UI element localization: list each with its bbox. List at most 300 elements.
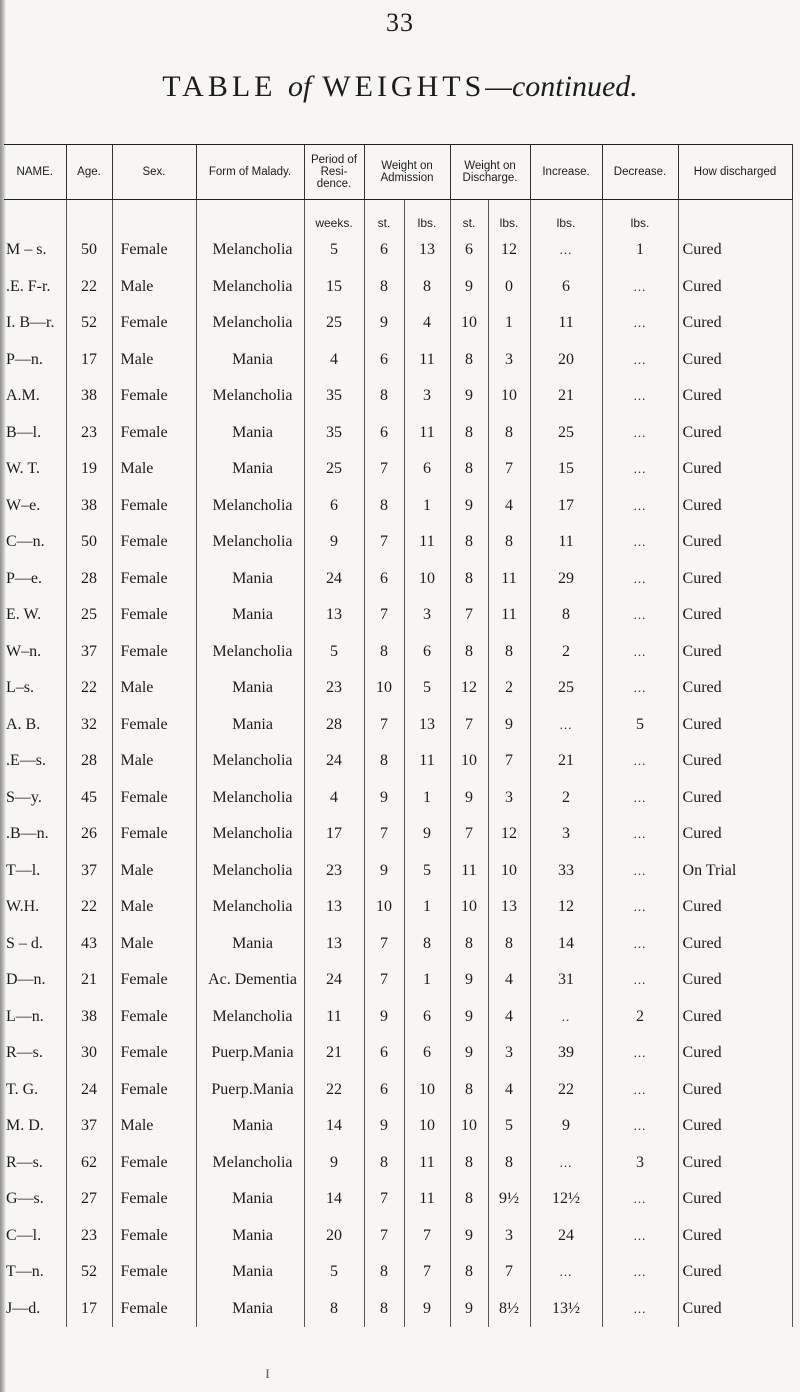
cell-adm-st: 7 xyxy=(364,451,404,488)
cell-period: 8 xyxy=(304,1291,364,1328)
cell-dis-lbs: 8 xyxy=(488,524,530,561)
cell-age: 43 xyxy=(66,926,112,963)
cell-adm-lbs: 1 xyxy=(404,962,450,999)
cell-sex: Female xyxy=(112,999,196,1036)
header-discharged: How discharged xyxy=(678,145,792,200)
cell-period: 9 xyxy=(304,1145,364,1182)
cell-increase: 25 xyxy=(530,670,602,707)
cell-adm-lbs: 11 xyxy=(404,524,450,561)
cell-dis-st: 9 xyxy=(450,1291,488,1328)
cell-dis-st: 8 xyxy=(450,1072,488,1109)
units-cell-empty xyxy=(4,200,66,233)
cell-age: 23 xyxy=(66,1218,112,1255)
cell-sex: Female xyxy=(112,1181,196,1218)
cell-name: B—l. xyxy=(6,423,42,441)
cell-adm-lbs: 6 xyxy=(404,1035,450,1072)
cell-name: .B—n. xyxy=(6,825,49,843)
cell-adm-lbs: 11 xyxy=(404,743,450,780)
cell-adm-st: 8 xyxy=(364,634,404,671)
table-row xyxy=(4,415,792,452)
cell-malady: Melancholia xyxy=(196,269,304,306)
cell-discharged: Cured xyxy=(678,707,792,744)
cell-decrease: ... xyxy=(602,561,678,598)
cell-age: 17 xyxy=(66,342,112,379)
cell-age: 21 xyxy=(66,962,112,999)
cell-period: 22 xyxy=(304,1072,364,1109)
cell-period: 20 xyxy=(304,1218,364,1255)
cell-sex: Female xyxy=(112,707,196,744)
table-row xyxy=(4,1035,792,1072)
header-malady: Form of Malady. xyxy=(196,145,304,200)
cell-dis-st: 8 xyxy=(450,1254,488,1291)
table-row xyxy=(4,743,792,780)
table-row xyxy=(4,926,792,963)
table-row xyxy=(4,561,792,598)
cell-decrease: ... xyxy=(602,451,678,488)
cell-discharged: Cured xyxy=(678,561,792,598)
cell-age: 17 xyxy=(66,1291,112,1328)
cell-name: T. G. xyxy=(6,1080,39,1098)
cell-age: 52 xyxy=(66,305,112,342)
cell-decrease: ... xyxy=(602,1181,678,1218)
cell-period: 15 xyxy=(304,269,364,306)
cell-adm-st: 7 xyxy=(364,1181,404,1218)
cell-adm-lbs: 6 xyxy=(404,634,450,671)
cell-dis-lbs: 8½ xyxy=(488,1291,530,1328)
cell-malady: Mania xyxy=(196,451,304,488)
cell-malady: Mania xyxy=(196,926,304,963)
cell-age: 19 xyxy=(66,451,112,488)
cell-dis-lbs: 12 xyxy=(488,816,530,853)
cell-discharged: Cured xyxy=(678,816,792,853)
cell-name: J—d. xyxy=(6,1299,41,1317)
cell-malady: Melancholia xyxy=(196,816,304,853)
units-decrease: lbs. xyxy=(602,200,678,233)
cell-dis-st: 8 xyxy=(450,524,488,561)
cell-dis-st: 8 xyxy=(450,561,488,598)
cell-discharged: Cured xyxy=(678,342,792,379)
cell-malady: Mania xyxy=(196,1108,304,1145)
cell-name: .E. F-r. xyxy=(6,277,51,295)
cell-dis-st: 9 xyxy=(450,1035,488,1072)
cell-adm-st: 8 xyxy=(364,488,404,525)
cell-discharged: Cured xyxy=(678,1254,792,1291)
cell-malady: Mania xyxy=(196,597,304,634)
cell-period: 35 xyxy=(304,378,364,415)
cell-dis-lbs: 8 xyxy=(488,926,530,963)
cell-decrease: ... xyxy=(602,816,678,853)
cell-dis-st: 9 xyxy=(450,488,488,525)
cell-period: 5 xyxy=(304,1254,364,1291)
cell-discharged: Cured xyxy=(678,1035,792,1072)
units-dis-lbs: lbs. xyxy=(488,200,530,233)
cell-adm-lbs: 11 xyxy=(404,342,450,379)
cell-age: 22 xyxy=(66,269,112,306)
table-row xyxy=(4,305,792,342)
cell-dis-lbs: 3 xyxy=(488,780,530,817)
header-row xyxy=(4,145,792,200)
cell-sex: Female xyxy=(112,780,196,817)
cell-period: 23 xyxy=(304,670,364,707)
cell-period: 23 xyxy=(304,853,364,890)
cell-age: 38 xyxy=(66,378,112,415)
table-row xyxy=(4,962,792,999)
cell-sex: Female xyxy=(112,378,196,415)
cell-period: 4 xyxy=(304,780,364,817)
cell-age: 28 xyxy=(66,743,112,780)
units-dis-st: st. xyxy=(450,200,488,233)
cell-period: 14 xyxy=(304,1108,364,1145)
cell-sex: Female xyxy=(112,415,196,452)
cell-malady: Melancholia xyxy=(196,232,304,269)
cell-dis-st: 9 xyxy=(450,780,488,817)
cell-name: R—s. xyxy=(6,1153,43,1171)
cell-period: 6 xyxy=(304,488,364,525)
table-row xyxy=(4,524,792,561)
cell-adm-st: 10 xyxy=(364,670,404,707)
cell-malady: Ac. Dementia xyxy=(196,962,304,999)
cell-decrease: ... xyxy=(602,1254,678,1291)
cell-increase: 21 xyxy=(530,743,602,780)
cell-adm-lbs: 10 xyxy=(404,561,450,598)
cell-adm-lbs: 10 xyxy=(404,1072,450,1109)
cell-age: 37 xyxy=(66,853,112,890)
cell-sex: Female xyxy=(112,1035,196,1072)
cell-name: W–e. xyxy=(6,496,41,514)
units-increase: lbs. xyxy=(530,200,602,233)
cell-decrease: ... xyxy=(602,1072,678,1109)
cell-decrease: ... xyxy=(602,524,678,561)
table-row xyxy=(4,451,792,488)
cell-period: 13 xyxy=(304,926,364,963)
cell-discharged: Cured xyxy=(678,634,792,671)
cell-period: 11 xyxy=(304,999,364,1036)
cell-sex: Male xyxy=(112,269,196,306)
cell-discharged: Cured xyxy=(678,1072,792,1109)
cell-sex: Male xyxy=(112,889,196,926)
cell-adm-lbs: 6 xyxy=(404,451,450,488)
cell-increase: 24 xyxy=(530,1218,602,1255)
cell-adm-lbs: 9 xyxy=(404,816,450,853)
cell-increase: 6 xyxy=(530,269,602,306)
cell-name: S—y. xyxy=(6,788,42,806)
cell-name: A.M. xyxy=(6,387,40,405)
cell-sex: Male xyxy=(112,451,196,488)
table-row xyxy=(4,597,792,634)
cell-age: 30 xyxy=(66,1035,112,1072)
cell-discharged: Cured xyxy=(678,597,792,634)
cell-sex: Female xyxy=(112,1254,196,1291)
cell-adm-st: 8 xyxy=(364,1254,404,1291)
cell-dis-st: 10 xyxy=(450,889,488,926)
cell-malady: Melancholia xyxy=(196,999,304,1036)
cell-adm-st: 7 xyxy=(364,926,404,963)
cell-adm-lbs: 3 xyxy=(404,378,450,415)
cell-dis-lbs: 11 xyxy=(488,597,530,634)
cell-dis-lbs: 4 xyxy=(488,1072,530,1109)
cell-age: 26 xyxy=(66,816,112,853)
cell-dis-st: 8 xyxy=(450,451,488,488)
cell-discharged: Cured xyxy=(678,378,792,415)
table-row xyxy=(4,1108,792,1145)
cell-dis-st: 9 xyxy=(450,962,488,999)
cell-increase: ... xyxy=(530,1145,602,1182)
header-sex: Sex. xyxy=(112,145,196,200)
cell-dis-st: 7 xyxy=(450,597,488,634)
cell-adm-lbs: 7 xyxy=(404,1254,450,1291)
cell-malady: Mania xyxy=(196,561,304,598)
cell-sex: Female xyxy=(112,1145,196,1182)
cell-dis-st: 7 xyxy=(450,816,488,853)
cell-discharged: Cured xyxy=(678,1145,792,1182)
cell-adm-lbs: 11 xyxy=(404,1181,450,1218)
cell-decrease: ... xyxy=(602,743,678,780)
cell-decrease: ... xyxy=(602,634,678,671)
cell-dis-lbs: 1 xyxy=(488,305,530,342)
cell-dis-lbs: 7 xyxy=(488,1254,530,1291)
cell-adm-st: 6 xyxy=(364,561,404,598)
cell-adm-st: 9 xyxy=(364,780,404,817)
cell-sex: Female xyxy=(112,561,196,598)
cell-discharged: Cured xyxy=(678,1108,792,1145)
cell-malady: Melancholia xyxy=(196,488,304,525)
cell-age: 32 xyxy=(66,707,112,744)
table-row xyxy=(4,1254,792,1291)
header-weight-admission: Weight on Admission xyxy=(364,145,450,200)
cell-decrease: ... xyxy=(602,1291,678,1328)
cell-name: W. T. xyxy=(6,460,40,478)
table-body xyxy=(4,200,792,1328)
cell-dis-st: 12 xyxy=(450,670,488,707)
cell-decrease: ... xyxy=(602,378,678,415)
cell-sex: Male xyxy=(112,670,196,707)
cell-adm-st: 8 xyxy=(364,743,404,780)
cell-adm-lbs: 7 xyxy=(404,1218,450,1255)
cell-adm-st: 7 xyxy=(364,1218,404,1255)
cell-adm-lbs: 5 xyxy=(404,853,450,890)
cell-dis-st: 9 xyxy=(450,269,488,306)
cell-discharged: Cured xyxy=(678,743,792,780)
cell-dis-st: 10 xyxy=(450,1108,488,1145)
cell-increase: 12½ xyxy=(530,1181,602,1218)
cell-decrease: ... xyxy=(602,1035,678,1072)
cell-decrease: 3 xyxy=(602,1145,678,1182)
cell-increase: 22 xyxy=(530,1072,602,1109)
cell-age: 27 xyxy=(66,1181,112,1218)
cell-name: C—n. xyxy=(6,533,45,551)
cell-period: 5 xyxy=(304,634,364,671)
title-subject: WEIGHTS xyxy=(322,70,486,103)
cell-increase: .. xyxy=(530,999,602,1036)
cell-decrease: 2 xyxy=(602,999,678,1036)
cell-dis-lbs: 8 xyxy=(488,634,530,671)
cell-name: M. D. xyxy=(6,1117,44,1135)
units-cell-empty xyxy=(678,200,792,233)
cell-age: 37 xyxy=(66,634,112,671)
cell-sex: Female xyxy=(112,232,196,269)
cell-dis-st: 8 xyxy=(450,1145,488,1182)
cell-malady: Mania xyxy=(196,415,304,452)
cell-sex: Female xyxy=(112,1218,196,1255)
cell-period: 24 xyxy=(304,743,364,780)
cell-discharged: Cured xyxy=(678,999,792,1036)
cell-dis-st: 6 xyxy=(450,232,488,269)
cell-name: .E—s. xyxy=(6,752,46,770)
cell-adm-st: 7 xyxy=(364,816,404,853)
cell-adm-lbs: 13 xyxy=(404,707,450,744)
table-row xyxy=(4,853,792,890)
cell-discharged: Cured xyxy=(678,524,792,561)
cell-period: 13 xyxy=(304,597,364,634)
cell-period: 14 xyxy=(304,1181,364,1218)
cell-sex: Male xyxy=(112,743,196,780)
cell-age: 25 xyxy=(66,597,112,634)
cell-decrease: ... xyxy=(602,1108,678,1145)
cell-increase: 12 xyxy=(530,889,602,926)
cell-sex: Male xyxy=(112,853,196,890)
cell-age: 50 xyxy=(66,232,112,269)
cell-dis-lbs: 9 xyxy=(488,707,530,744)
cell-discharged: Cured xyxy=(678,269,792,306)
cell-period: 25 xyxy=(304,305,364,342)
cell-discharged: Cured xyxy=(678,962,792,999)
table-row xyxy=(4,1145,792,1182)
cell-dis-lbs: 7 xyxy=(488,743,530,780)
table-row xyxy=(4,816,792,853)
cell-malady: Melancholia xyxy=(196,1145,304,1182)
cell-name: W.H. xyxy=(6,898,40,916)
cell-decrease: ... xyxy=(602,853,678,890)
cell-name: D—n. xyxy=(6,971,46,989)
cell-discharged: Cured xyxy=(678,1218,792,1255)
cell-adm-st: 8 xyxy=(364,1145,404,1182)
cell-adm-st: 9 xyxy=(364,999,404,1036)
cell-decrease: ... xyxy=(602,305,678,342)
cell-adm-st: 9 xyxy=(364,305,404,342)
cell-adm-st: 6 xyxy=(364,1035,404,1072)
table-row xyxy=(4,1181,792,1218)
cell-decrease: ... xyxy=(602,597,678,634)
cell-decrease: ... xyxy=(602,415,678,452)
cell-adm-st: 9 xyxy=(364,853,404,890)
cell-period: 17 xyxy=(304,816,364,853)
cell-adm-st: 8 xyxy=(364,1291,404,1328)
cell-decrease: ... xyxy=(602,342,678,379)
cell-dis-lbs: 10 xyxy=(488,378,530,415)
cell-decrease: 1 xyxy=(602,232,678,269)
cell-discharged: Cured xyxy=(678,1181,792,1218)
cell-malady: Melancholia xyxy=(196,378,304,415)
ink-mark: ɪ xyxy=(265,1362,271,1382)
table-row xyxy=(4,670,792,707)
cell-period: 5 xyxy=(304,232,364,269)
cell-adm-lbs: 3 xyxy=(404,597,450,634)
header-period: Period of Resi-dence. xyxy=(304,145,364,200)
cell-adm-st: 8 xyxy=(364,378,404,415)
cell-malady: Mania xyxy=(196,1291,304,1328)
cell-sex: Female xyxy=(112,962,196,999)
cell-name: E. W. xyxy=(6,606,42,624)
cell-discharged: Cured xyxy=(678,889,792,926)
cell-dis-st: 8 xyxy=(450,342,488,379)
units-cell-empty xyxy=(196,200,304,233)
units-cell-empty xyxy=(66,200,112,233)
table-row xyxy=(4,269,792,306)
cell-malady: Mania xyxy=(196,1218,304,1255)
cell-dis-st: 8 xyxy=(450,415,488,452)
cell-dis-lbs: 11 xyxy=(488,561,530,598)
cell-dis-st: 11 xyxy=(450,853,488,890)
cell-increase: 11 xyxy=(530,305,602,342)
cell-age: 38 xyxy=(66,488,112,525)
table-row xyxy=(4,378,792,415)
cell-adm-lbs: 13 xyxy=(404,232,450,269)
cell-name: A. B. xyxy=(6,715,41,733)
cell-malady: Mania xyxy=(196,707,304,744)
cell-sex: Male xyxy=(112,342,196,379)
cell-malady: Melancholia xyxy=(196,853,304,890)
table-row xyxy=(4,488,792,525)
cell-dis-lbs: 12 xyxy=(488,232,530,269)
cell-sex: Female xyxy=(112,597,196,634)
cell-dis-lbs: 3 xyxy=(488,1035,530,1072)
cell-sex: Female xyxy=(112,305,196,342)
cell-dis-st: 9 xyxy=(450,378,488,415)
header-name: NAME. xyxy=(4,145,66,200)
table-row xyxy=(4,1072,792,1109)
cell-adm-lbs: 6 xyxy=(404,999,450,1036)
cell-discharged: Cured xyxy=(678,451,792,488)
cell-decrease: ... xyxy=(602,269,678,306)
cell-discharged: Cured xyxy=(678,1291,792,1328)
cell-dis-lbs: 8 xyxy=(488,1145,530,1182)
cell-dis-lbs: 4 xyxy=(488,999,530,1036)
cell-dis-st: 8 xyxy=(450,1181,488,1218)
cell-malady: Melancholia xyxy=(196,743,304,780)
cell-period: 4 xyxy=(304,342,364,379)
cell-adm-st: 8 xyxy=(364,269,404,306)
page-title xyxy=(0,70,800,104)
cell-age: 52 xyxy=(66,1254,112,1291)
cell-period: 25 xyxy=(304,451,364,488)
cell-decrease: ... xyxy=(602,889,678,926)
cell-period: 24 xyxy=(304,962,364,999)
cell-adm-lbs: 9 xyxy=(404,1291,450,1328)
cell-malady: Puerp.Mania xyxy=(196,1035,304,1072)
cell-adm-lbs: 4 xyxy=(404,305,450,342)
cell-increase: 29 xyxy=(530,561,602,598)
cell-dis-lbs: 8 xyxy=(488,415,530,452)
cell-sex: Female xyxy=(112,816,196,853)
title-continued: —continued. xyxy=(485,70,638,103)
cell-adm-lbs: 8 xyxy=(404,926,450,963)
cell-adm-st: 6 xyxy=(364,232,404,269)
cell-age: 45 xyxy=(66,780,112,817)
cell-adm-lbs: 11 xyxy=(404,1145,450,1182)
cell-adm-lbs: 1 xyxy=(404,889,450,926)
cell-name: W–n. xyxy=(6,642,42,660)
cell-adm-st: 6 xyxy=(364,415,404,452)
cell-name: I. B—r. xyxy=(6,314,55,332)
cell-name: L—n. xyxy=(6,1007,44,1025)
cell-decrease: ... xyxy=(602,962,678,999)
cell-period: 35 xyxy=(304,415,364,452)
cell-name: M – s. xyxy=(6,241,47,259)
cell-sex: Male xyxy=(112,1108,196,1145)
units-period: weeks. xyxy=(304,200,364,233)
cell-dis-st: 9 xyxy=(450,1218,488,1255)
weights-table xyxy=(4,144,793,1327)
